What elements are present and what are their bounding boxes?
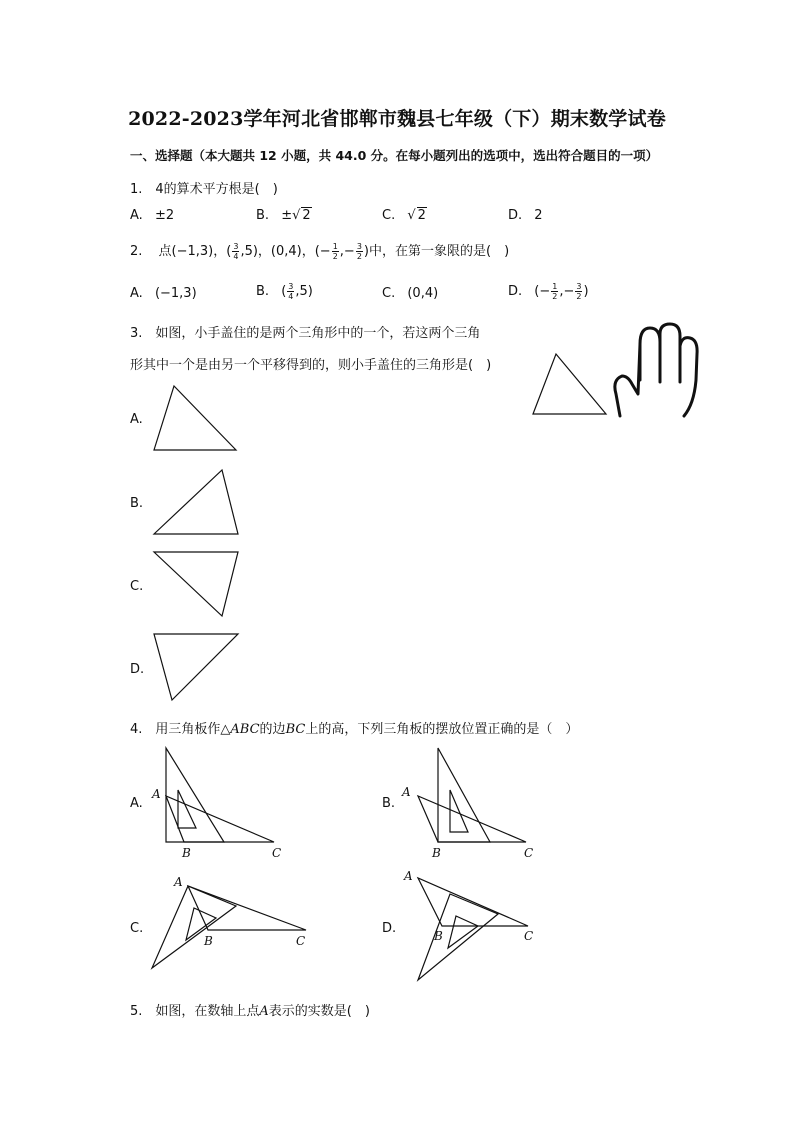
page-title: 2022-2023学年河北省邯郸市魏县七年级（下）期末数学试卷 — [128, 108, 666, 130]
label-c: C — [272, 846, 282, 860]
q3-option-a-triangle — [150, 384, 240, 454]
q4-option-d-letter: D. — [382, 921, 397, 936]
q3-option-b-letter: B. — [130, 496, 144, 511]
section-heading: 一、选择题（本大题共 12 小题，共 44.0 分。在每小题列出的选项中，选出符合题目的一项） — [130, 148, 659, 163]
q2-option-c-letter: C. — [382, 286, 396, 301]
question-1-stem: 1. 4的算术平方根是( ) — [130, 182, 278, 197]
q2-option-b[interactable]: B. ( $\frac{3}{4}$ ,5) — [256, 282, 313, 301]
q1-option-c-radicand: 2 — [417, 208, 426, 223]
q2-fraction-3: $\frac{3}{2}$ — [356, 242, 362, 261]
q4-option-a-letter: A. — [130, 796, 143, 811]
label-a: A — [404, 869, 413, 883]
q2-option-d[interactable]: D. (− $\frac{1}{2}$ ,− $\frac{3}{2}$ ) — [508, 282, 589, 301]
q1-option-d[interactable] — [508, 208, 543, 223]
q4-option-b-letter: B. — [382, 796, 396, 811]
q3-option-c-letter: C. — [130, 579, 144, 594]
label-a: A — [152, 787, 161, 801]
q4-option-c-figure — [146, 872, 316, 972]
q1-option-d-text: 2 — [534, 208, 543, 223]
q3-figure — [528, 320, 698, 420]
q1-option-b-radicand: 2 — [302, 208, 311, 223]
question-5-stem: 5. 如图，在数轴上点A表示的实数是( ) — [130, 1004, 370, 1019]
set-square-outer — [418, 894, 498, 980]
q1-option-b-prefix: ± — [281, 208, 293, 223]
q4-option-a-figure — [150, 744, 290, 862]
q3-option-d-letter: D. — [130, 662, 145, 677]
label-c: C — [524, 846, 534, 860]
question-3-line-1: 3. 如图，小手盖住的是两个三角形中的一个，若这两个三角 — [130, 326, 481, 341]
hand-icon — [615, 324, 697, 416]
sqrt-symbol-icon: √ — [407, 208, 416, 223]
q4-option-b[interactable] — [382, 796, 395, 811]
q4-option-d[interactable] — [382, 921, 396, 936]
q2-option-d-letter: D. — [508, 284, 523, 299]
q3-option-d-triangle — [150, 632, 240, 704]
q2-option-c[interactable] — [382, 286, 438, 301]
q1-option-a-text: ±2 — [154, 208, 175, 223]
q2-option-b-fraction: $\frac{3}{4}$ — [288, 282, 294, 301]
set-square-inner — [178, 790, 196, 828]
q2-text-2: ,5)，(0,4)，(− — [240, 244, 331, 259]
q4-option-c[interactable] — [130, 921, 143, 936]
q2-option-a-letter: A. — [130, 286, 143, 301]
q2-number: 2. — [130, 244, 143, 259]
triangle-abc — [188, 886, 306, 930]
triangle-abc — [418, 878, 528, 926]
q4-option-b-figure — [400, 744, 540, 862]
q4-option-a[interactable] — [130, 796, 143, 811]
sqrt-symbol-icon: √ — [292, 208, 301, 223]
triangle-abc — [418, 796, 526, 842]
q2-text-4: )中，在第一象限的是( ) — [363, 244, 510, 259]
label-c: C — [296, 934, 306, 948]
q1-option-b[interactable] — [256, 208, 312, 223]
q3-option-d[interactable] — [130, 662, 144, 677]
q2-option-c-text: (0,4) — [407, 286, 439, 301]
q1-option-c-letter: C. — [382, 208, 396, 223]
label-b: B — [182, 846, 191, 860]
q3-option-b[interactable] — [130, 496, 143, 511]
label-b: B — [204, 934, 213, 948]
q2-text-1: 点(−1,3)，( — [158, 244, 232, 259]
question-3-line-2: 形其中一个是由另一个平移得到的，则小手盖住的三角形是( ) — [130, 358, 492, 373]
label-b: B — [434, 929, 443, 943]
q1-option-a-letter: A. — [130, 208, 143, 223]
question-4-stem: 4. 用三角板作△ABC的边BC上的高，下列三角板的摆放位置正确的是（ ） — [130, 722, 579, 737]
label-c: C — [524, 929, 534, 943]
q4-option-d-figure — [400, 866, 550, 986]
label-b: B — [432, 846, 441, 860]
q3-visible-triangle — [533, 354, 606, 414]
q2-option-a-text: (−1,3) — [154, 286, 197, 301]
q2-fraction-2: $\frac{1}{2}$ — [332, 242, 338, 261]
label-a: A — [174, 875, 183, 889]
q3-option-a-letter: A. — [130, 412, 143, 427]
q1-option-a[interactable] — [130, 208, 174, 223]
q1-option-b-letter: B. — [256, 208, 270, 223]
q2-option-a[interactable] — [130, 286, 197, 301]
q2-option-b-letter: B. — [256, 284, 270, 299]
q2-option-d-fraction-1: $\frac{1}{2}$ — [552, 282, 558, 301]
q4-option-c-letter: C. — [130, 921, 144, 936]
q3-option-b-triangle — [150, 468, 240, 538]
q3-option-a[interactable] — [130, 412, 143, 427]
q1-option-d-letter: D. — [508, 208, 523, 223]
q2-option-d-fraction-2: $\frac{3}{2}$ — [576, 282, 582, 301]
q3-option-c-triangle — [150, 550, 240, 620]
question-2-stem — [130, 240, 509, 261]
q3-option-c[interactable] — [130, 579, 143, 594]
q2-fraction-1: $\frac{3}{4}$ — [233, 242, 239, 261]
set-square-outer — [438, 748, 490, 842]
q2-text-3: ,− — [339, 244, 355, 259]
q1-option-c[interactable] — [382, 208, 427, 223]
label-a: A — [402, 785, 411, 799]
